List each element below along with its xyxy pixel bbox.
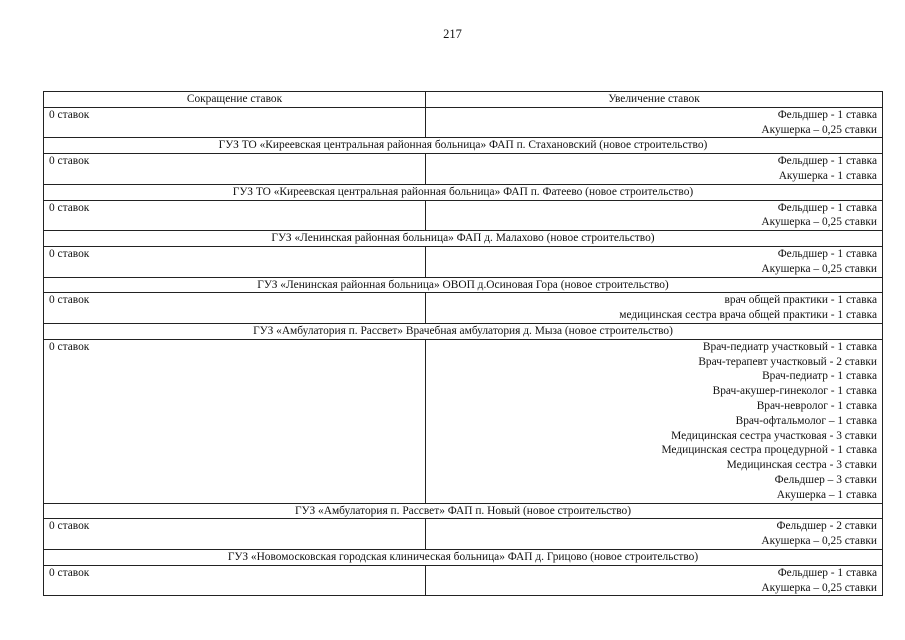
section-title-row: [44, 503, 883, 519]
position-line: Фельдшер - 1 ставка: [777, 155, 877, 168]
table-row: [44, 107, 883, 138]
position-line: врач общей практики - 1 ставка: [724, 294, 877, 307]
section-title: ГУЗ «Ленинская районная больница» ОВОП д.Осиновая Гора (новое строительство): [44, 277, 883, 293]
decrease-cell: 0 ставок: [44, 293, 426, 324]
section-title-row: [44, 184, 883, 200]
decrease-cell: 0 ставок: [44, 107, 426, 138]
section-title-row: [44, 231, 883, 247]
table-body: [44, 107, 883, 596]
table-row: [44, 339, 883, 503]
position-line: Медицинская сестра процедурной - 1 ставка: [661, 444, 877, 457]
section-title-row: [44, 323, 883, 339]
section-title-row: [44, 277, 883, 293]
increase-cell: [426, 246, 883, 277]
table-row: [44, 154, 883, 185]
increase-cell: [426, 565, 883, 596]
header-increase: Увеличение ставок: [426, 92, 883, 108]
decrease-cell: 0 ставок: [44, 519, 426, 550]
position-line: Врач-педиатр - 1 ставка: [762, 370, 877, 383]
section-title: ГУЗ «Амбулатория п. Рассвет» ФАП п. Новый (новое строительство): [44, 503, 883, 519]
header-decrease: Сокращение ставок: [44, 92, 426, 108]
position-line: Фельдшер – 3 ставки: [774, 473, 877, 486]
position-line: Врач-невролог - 1 ставка: [756, 399, 877, 412]
section-title: ГУЗ «Ленинская районная больница» ФАП д. Малахово (новое строительство): [44, 231, 883, 247]
section-title: ГУЗ ТО «Киреевская центральная районная больница» ФАП п. Фатеево (новое строительство): [44, 184, 883, 200]
decrease-cell: 0 ставок: [44, 565, 426, 596]
table-row: [44, 293, 883, 324]
decrease-cell: 0 ставок: [44, 339, 426, 503]
position-line: Фельдшер - 1 ставка: [777, 108, 877, 121]
position-line: Акушерка – 0,25 ставки: [761, 216, 877, 229]
page-number: 217: [443, 27, 462, 41]
table-row: [44, 246, 883, 277]
increase-cell: [426, 107, 883, 138]
increase-cell: [426, 339, 883, 503]
header-row: [44, 92, 883, 108]
table-row: [44, 200, 883, 231]
position-line: Фельдшер - 1 ставка: [777, 201, 877, 214]
increase-cell: [426, 154, 883, 185]
section-title: ГУЗ «Новомосковская городская клиническая больница» ФАП д. Грицово (новое строительство): [44, 549, 883, 565]
decrease-cell: 0 ставок: [44, 154, 426, 185]
position-line: Фельдшер - 1 ставка: [777, 247, 877, 260]
position-line: Врач-терапевт участковый - 2 ставки: [698, 355, 877, 368]
increase-cell: [426, 293, 883, 324]
position-line: Врач-педиатр участковый - 1 ставка: [702, 340, 877, 353]
increase-cell: [426, 519, 883, 550]
position-line: Акушерка – 0,25 ставки: [761, 535, 877, 548]
position-line: Медицинская сестра - 3 ставки: [726, 459, 877, 472]
staffing-table: [43, 91, 883, 596]
table-row: [44, 519, 883, 550]
table-row: [44, 565, 883, 596]
position-line: Фельдшер - 2 ставки: [776, 520, 877, 533]
position-line: Акушерка – 1 ставка: [776, 488, 877, 501]
section-title: ГУЗ ТО «Киреевская центральная районная больница» ФАП п. Стахановский (новое строительство): [44, 138, 883, 154]
position-line: Медицинская сестра участковая - 3 ставки: [671, 429, 877, 442]
position-line: Акушерка - 1 ставка: [778, 169, 877, 182]
section-title-row: [44, 138, 883, 154]
position-line: Акушерка – 0,25 ставки: [761, 123, 877, 136]
position-line: Врач-акушер-гинеколог - 1 ставка: [712, 385, 877, 398]
position-line: Акушерка – 0,25 ставки: [761, 262, 877, 275]
position-line: Фельдшер - 1 ставка: [777, 566, 877, 579]
position-line: Акушерка – 0,25 ставки: [761, 581, 877, 594]
section-title: ГУЗ «Амбулатория п. Рассвет» Врачебная амбулатория д. Мыза (новое строительство): [44, 323, 883, 339]
position-line: медицинская сестра врача общей практики - 1 ставка: [619, 309, 877, 322]
position-line: Врач-офтальмолог – 1 ставка: [735, 414, 877, 427]
decrease-cell: 0 ставок: [44, 246, 426, 277]
increase-cell: [426, 200, 883, 231]
decrease-cell: 0 ставок: [44, 200, 426, 231]
section-title-row: [44, 549, 883, 565]
